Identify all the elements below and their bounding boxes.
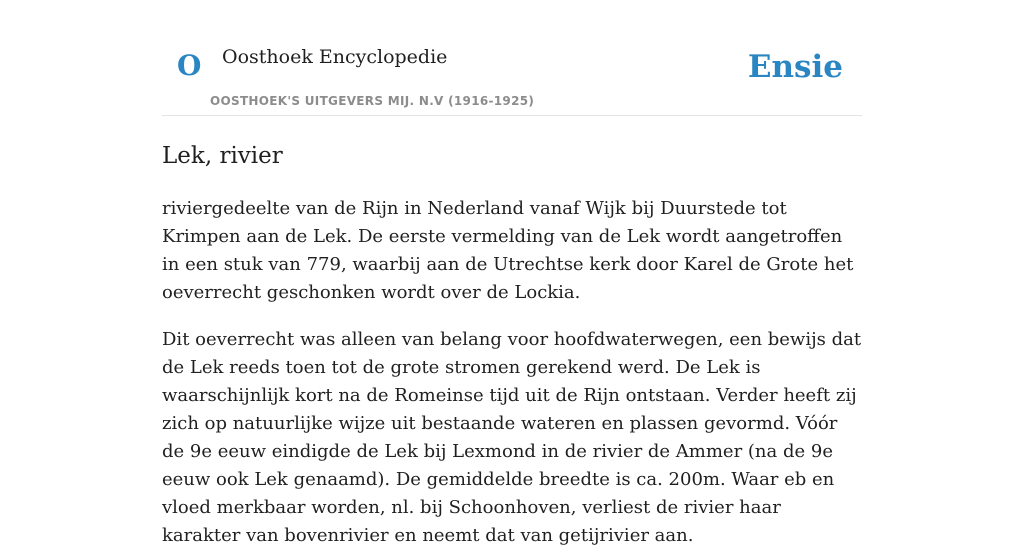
entry-paragraph: Dit oeverrecht was alleen van belang voor hoofdwaterwegen, een bewijs dat de Lek reeds toen tot de grote stromen gerekend werd. De Lek is waarschijnlijk kort na de Romeinse tijd uit de Rijn ontstaan. Verder heeft zij zich op natuurlijke wijze uit bestaande wateren en plassen gevormd. Vóór de 9e eeuw eindigde de Lek bij Lexmond in de rivier de Ammer (na de 9e eeuw ook Lek genaamd). De gemiddelde breedte is ca. 200m. Waar eb en vloed merkbaar worden, nl. bij Schoonhoven, verliest de rivier haar karakter van bovenrivier en neemt dat van getijrivier aan. — [162, 329, 862, 546]
ensie-brand-logo[interactable]: Ensie — [747, 49, 843, 85]
entry-paragraph: riviergedeelte van de Rijn in Nederland vanaf Wijk bij Duurstede tot Krimpen aan de Lek. De eerste vermelding van de Lek wordt aangetroffen in een stuk van 779, waarbij aan de Utrechtse kerk door Karel de Grote het oeverrecht geschonken wordt over de Lockia. — [162, 198, 854, 303]
encyclopedia-title-link[interactable]: Oosthoek Encyclopedie — [222, 46, 448, 68]
encyclopedia-logo[interactable]: O — [177, 49, 202, 82]
publisher-label: OOSTHOEK'S UITGEVERS MIJ. N.V (1916-1925) — [210, 94, 535, 108]
entry-body — [162, 195, 862, 550]
page — [162, 0, 862, 550]
entry-title: Lek, rivier — [162, 143, 283, 169]
site-header — [162, 0, 862, 116]
